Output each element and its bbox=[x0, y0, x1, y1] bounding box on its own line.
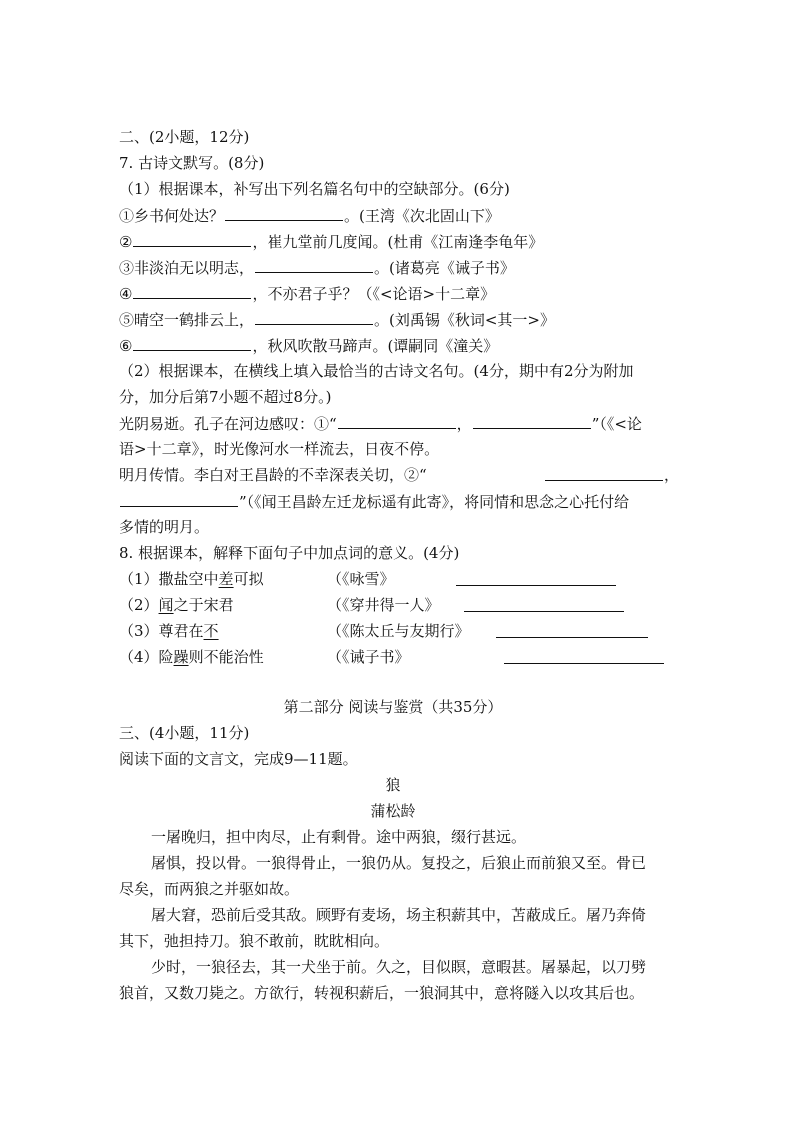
guided-fill-line-5: 多情的明月。 bbox=[119, 518, 210, 536]
fill-item-3 bbox=[119, 257, 515, 277]
answer-blank[interactable] bbox=[133, 335, 251, 351]
word-item-2-source: （《穿井得一人》 bbox=[327, 596, 440, 614]
passage-paragraph-4-cont: 狼首，又数刀毙之。方欲行，转视积薪后，一狼洞其中，意将隧入以攻其后也。 bbox=[119, 984, 645, 1002]
word-item-2 bbox=[119, 595, 234, 615]
fill-item-text: ⑤晴空一鹤排云上， bbox=[119, 311, 255, 329]
guided-text: 明月传情。李白对王昌龄的不幸深表关切，②“ bbox=[119, 466, 427, 484]
answer-blank[interactable] bbox=[120, 491, 238, 507]
guided-fill-line-1 bbox=[119, 413, 642, 433]
guided-comma: ， bbox=[456, 415, 472, 433]
fill-item-2 bbox=[119, 231, 543, 251]
answer-blank[interactable] bbox=[133, 283, 251, 299]
passage-paragraph-2: 屠惧，投以骨。一狼得骨止，一狼仍从。复投之，后狼止而前狼又至。骨已 bbox=[151, 854, 647, 872]
fill-item-text: ③非淡泊无以明志， bbox=[119, 259, 255, 277]
fill-item-text: ①乡书何处达？ bbox=[119, 207, 225, 225]
guided-fill-line-4 bbox=[119, 491, 629, 511]
passage-paragraph-1: 一屠晚归，担中肉尽，止有剩骨。途中两狼，缀行甚远。 bbox=[151, 828, 527, 846]
fill-item-source: ，秋风吹散马蹄声。(谭嗣同《潼关》 bbox=[252, 337, 499, 355]
answer-blank[interactable] bbox=[133, 231, 251, 247]
guided-comma: ， bbox=[663, 466, 679, 484]
word-item-1 bbox=[119, 569, 264, 589]
question-7: 7. 古诗文默写。(8分) bbox=[119, 154, 265, 172]
part-1-instruction: （1）根据课本，补写出下列名篇名句中的空缺部分。(6分) bbox=[119, 180, 510, 198]
word-item-text: 之于宋君 bbox=[173, 596, 234, 614]
answer-blank[interactable] bbox=[545, 465, 663, 481]
fill-item-source: ，崔九堂前几度闻。(杜甫《江南逢李龟年》 bbox=[252, 233, 544, 251]
answer-line[interactable] bbox=[496, 637, 648, 638]
fill-item-6 bbox=[119, 335, 498, 355]
word-item-text: （3）尊君在 bbox=[119, 622, 204, 640]
passage-title: 狼 bbox=[385, 776, 401, 794]
fill-item-source: ，不亦君子乎？（《<论语>十二章》 bbox=[252, 285, 496, 303]
question-8: 8. 根据课本，解释下面句子中加点词的意义。(4分) bbox=[119, 544, 460, 562]
dotted-word: 闻 bbox=[158, 596, 174, 614]
section-two-heading: 二、(2小题，12分) bbox=[119, 128, 250, 146]
answer-blank[interactable] bbox=[255, 309, 373, 325]
answer-blank[interactable] bbox=[225, 205, 343, 221]
guided-fill-line-2: 语>十二章》，时光像河水一样流去，日夜不停。 bbox=[119, 440, 440, 458]
fill-item-source: 。(诸葛亮《诫子书》 bbox=[374, 259, 515, 277]
answer-line[interactable] bbox=[504, 663, 664, 664]
answer-blank[interactable] bbox=[473, 413, 591, 429]
passage-paragraph-3: 屠大窘，恐前后受其敌。顾野有麦场，场主积薪其中，苫蔽成丘。屠乃奔倚 bbox=[151, 906, 647, 924]
fill-item-1 bbox=[119, 205, 500, 225]
answer-line[interactable] bbox=[456, 585, 616, 586]
fill-item-5 bbox=[119, 309, 555, 329]
reading-instruction: 阅读下面的文言文，完成9—11题。 bbox=[119, 750, 358, 768]
word-item-4-source: （《诫子书》 bbox=[327, 648, 410, 666]
dotted-word: 躁 bbox=[173, 648, 189, 666]
part-two-heading: 第二部分 阅读与鉴赏（共35分） bbox=[283, 698, 503, 716]
fill-item-4 bbox=[119, 283, 495, 303]
guided-text: 光阴易逝。孔子在河边感叹：①“ bbox=[119, 415, 337, 433]
word-item-4 bbox=[119, 647, 264, 667]
word-item-3 bbox=[119, 621, 219, 641]
fill-item-text: ② bbox=[119, 233, 133, 251]
word-item-text: （1）撒盐空中 bbox=[119, 570, 219, 588]
passage-paragraph-2-cont: 尽矣，而两狼之并驱如故。 bbox=[119, 880, 300, 898]
answer-blank[interactable] bbox=[255, 257, 373, 273]
guided-source: ”（《闻王昌龄左迁龙标遥有此寄》，将同情和思念之心托付给 bbox=[239, 493, 630, 511]
word-item-3-source: （《陈太丘与友期行》 bbox=[327, 622, 470, 640]
fill-item-text: ⑥ bbox=[119, 337, 133, 355]
section-three-heading: 三、(4小题，11分) bbox=[119, 724, 250, 742]
word-item-text: 则不能治性 bbox=[188, 648, 264, 666]
guided-source: ”（《<论 bbox=[591, 415, 642, 433]
passage-author: 蒲松龄 bbox=[370, 802, 416, 820]
fill-item-source: 。(刘禹锡《秋词<其一>》 bbox=[374, 311, 556, 329]
answer-line[interactable] bbox=[464, 611, 624, 612]
part-2-instruction-line-1: （2）根据课本，在横线上填入最恰当的古诗文名句。(4分，期中有2分为附加 bbox=[119, 362, 634, 380]
word-item-text: （4）险 bbox=[119, 648, 174, 666]
passage-paragraph-3-cont: 其下，弛担持刀。狼不敢前，眈眈相向。 bbox=[119, 932, 390, 950]
dotted-word: 差 bbox=[218, 570, 234, 588]
fill-item-source: 。(王湾《次北固山下》 bbox=[344, 207, 500, 225]
passage-paragraph-4: 少时，一狼径去，其一犬坐于前。久之，目似瞑，意暇甚。屠暴起，以刀劈 bbox=[151, 958, 647, 976]
part-2-instruction-line-2: 分，加分后第7小题不超过8分。) bbox=[119, 388, 332, 406]
fill-item-text: ④ bbox=[119, 285, 133, 303]
dotted-word: 不 bbox=[203, 622, 219, 640]
word-item-text: 可拟 bbox=[233, 570, 264, 588]
guided-fill-line-3 bbox=[119, 465, 679, 485]
word-item-1-source: （《咏雪》 bbox=[327, 570, 395, 588]
word-item-text: （2） bbox=[119, 596, 159, 614]
answer-blank[interactable] bbox=[338, 413, 456, 429]
